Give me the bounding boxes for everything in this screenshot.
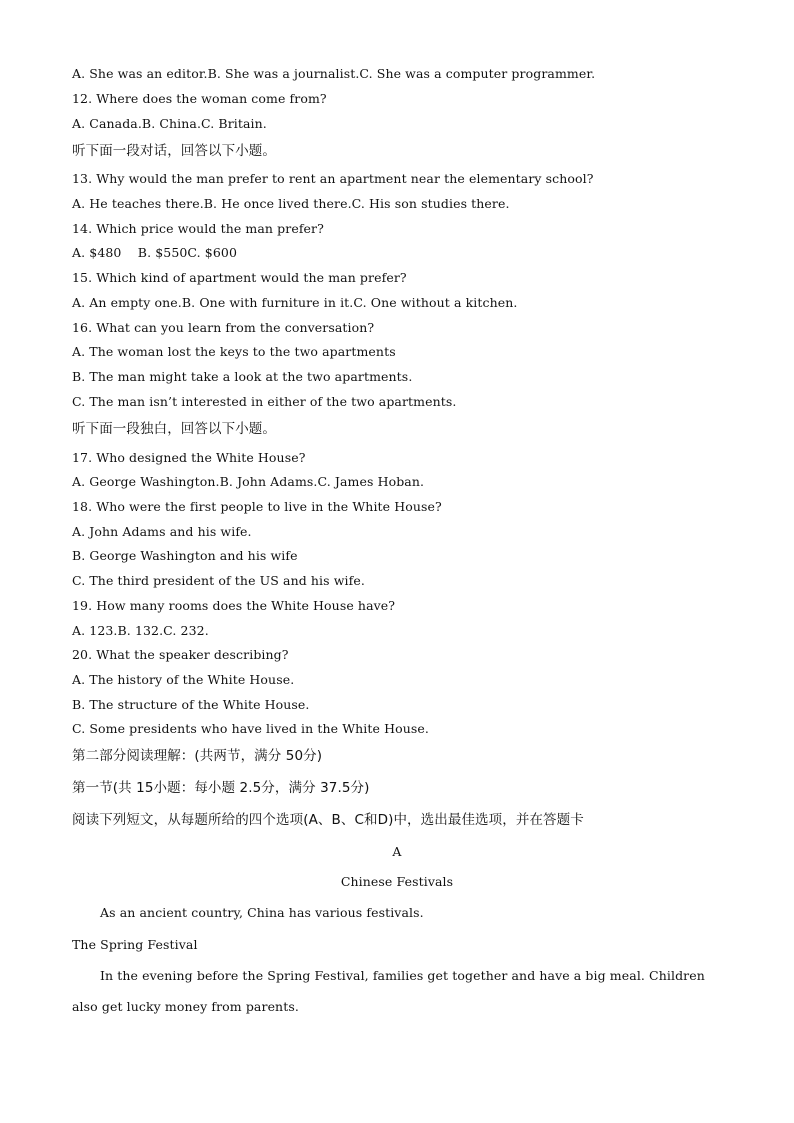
- monologue-instruction: 听下面一段独白，回答以下小题。: [72, 421, 276, 437]
- paragraph-line-1: In the evening before the Spring Festival, families get together and have a big meal. Children: [100, 968, 705, 983]
- q12-question: 12. Where does the woman come from?: [72, 91, 327, 106]
- q18-option-c: C. The third president of the US and his wife.: [72, 573, 365, 588]
- passage-letter: A: [392, 844, 402, 859]
- q11-options: A. She was an editor.B. She was a journalist.C. She was a computer programmer.: [72, 66, 596, 81]
- q16-option-a: A. The woman lost the keys to the two apartments: [72, 344, 396, 359]
- q20-question: 20. What the speaker describing?: [72, 647, 289, 662]
- q18-question: 18. Who were the first people to live in the White House?: [72, 499, 442, 514]
- q19-options: A. 123.B. 132.C. 232.: [72, 623, 209, 638]
- q19-question: 19. How many rooms does the White House have?: [72, 598, 396, 613]
- part-two-heading: 第二部分阅读理解：(共两节，满分 50分): [72, 748, 323, 764]
- q20-option-c: C. Some presidents who have lived in the White House.: [72, 721, 429, 736]
- q14-options: A. $480 B. $550C. $600: [72, 245, 237, 260]
- passage-intro: As an ancient country, China has various festivals.: [100, 905, 424, 920]
- q20-option-b: B. The structure of the White House.: [72, 697, 310, 712]
- q13-options: A. He teaches there.B. He once lived there.C. His son studies there.: [72, 196, 510, 211]
- q20-option-a: A. The history of the White House.: [72, 672, 295, 687]
- q17-options: A. George Washington.B. John Adams.C. James Hoban.: [72, 474, 425, 489]
- q12-options: A. Canada.B. China.C. Britain.: [72, 116, 267, 131]
- q13-question: 13. Why would the man prefer to rent an apartment near the elementary school?: [72, 171, 594, 186]
- q16-question: 16. What can you learn from the conversation?: [72, 320, 375, 335]
- paragraph-line-2: also get lucky money from parents.: [72, 999, 299, 1014]
- reading-instruction: 阅读下列短文，从每题所给的四个选项(A、B、C和D)中，选出最佳选项，并在答题卡: [72, 812, 584, 828]
- q15-question: 15. Which kind of apartment would the man prefer?: [72, 270, 407, 285]
- q18-option-b: B. George Washington and his wife: [72, 548, 298, 563]
- dialogue-instruction: 听下面一段对话，回答以下小题。: [72, 143, 276, 159]
- q16-option-c: C. The man isn’t interested in either of the two apartments.: [72, 394, 457, 409]
- section-heading-spring-festival: The Spring Festival: [72, 937, 198, 952]
- passage-title: Chinese Festivals: [340, 874, 454, 889]
- q17-question: 17. Who designed the White House?: [72, 450, 306, 465]
- q15-options: A. An empty one.B. One with furniture in it.C. One without a kitchen.: [72, 295, 518, 310]
- q16-option-b: B. The man might take a look at the two apartments.: [72, 369, 413, 384]
- q18-option-a: A. John Adams and his wife.: [72, 524, 252, 539]
- q14-question: 14. Which price would the man prefer?: [72, 221, 324, 236]
- section-one-heading: 第一节(共 15小题：每小题 2.5分，满分 37.5分): [72, 780, 370, 796]
